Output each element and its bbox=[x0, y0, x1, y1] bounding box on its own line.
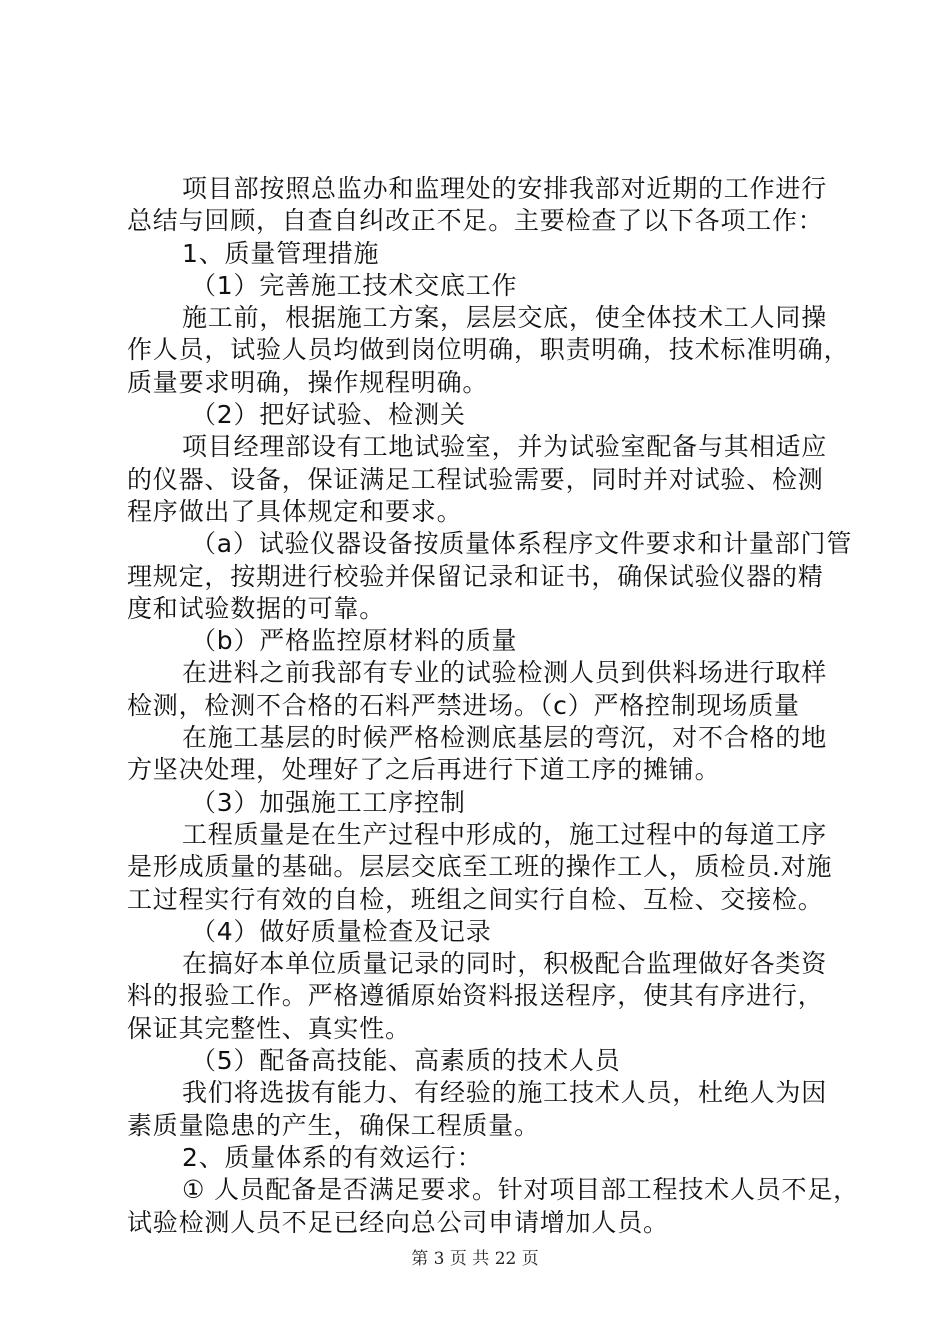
text-line: 作人员，试验人员均做到岗位明确，职责明确，技术标准明确， bbox=[127, 335, 850, 365]
text-line: 方坚决处理，处理好了之后再进行下道工序的摊铺。 bbox=[127, 755, 721, 785]
text-line: 试验检测人员不足已经向总公司申请增加人员。 bbox=[127, 1207, 669, 1237]
text-line: 在搞好本单位质量记录的同时，积极配合监理做好各类资 bbox=[182, 949, 828, 979]
text-line: 在施工基层的时候严格检测底基层的弯沉，对不合格的地 bbox=[182, 723, 828, 753]
text-line: （5）配备高技能、高素质的技术人员 bbox=[191, 1046, 621, 1076]
text-line: 总结与回顾，自查自纠改正不足。主要检查了以下各项工作： bbox=[127, 206, 824, 236]
text-line: （1）完善施工技术交底工作 bbox=[191, 270, 518, 300]
text-line: （b）严格监控原材料的质量 bbox=[191, 626, 518, 656]
page-footer: 第 3 页 共 22 页 bbox=[411, 1249, 539, 1269]
text-line: 度和试验数据的可靠。 bbox=[127, 593, 386, 623]
text-line: 工程质量是在生产过程中形成的，施工过程中的每道工序 bbox=[182, 819, 828, 849]
text-line: 1、质量管理措施 bbox=[182, 238, 380, 268]
text-line: 我们将选拔有能力、有经验的施工技术人员，杜绝人为因 bbox=[182, 1078, 828, 1108]
text-line: 保证其完整性、真实性。 bbox=[127, 1013, 411, 1043]
text-line: （a）试验仪器设备按质量体系程序文件要求和计量部门管 bbox=[191, 529, 853, 559]
text-line: （4）做好质量检查及记录 bbox=[191, 916, 492, 946]
text-line: 料的报验工作。严格遵循原始资料报送程序，使其有序进行， bbox=[127, 981, 824, 1011]
text-line: 是形成质量的基础。层层交底至工班的操作工人，质检员.对施 bbox=[127, 852, 833, 882]
text-line: 的仪器、设备，保证满足工程试验需要，同时并对试验、检测 bbox=[127, 464, 824, 494]
text-line: 项目部按照总监办和监理处的安排我部对近期的工作进行 bbox=[182, 174, 828, 203]
text-line: 素质量隐患的产生，确保工程质量。 bbox=[127, 1110, 540, 1140]
text-line: 工过程实行有效的自检，班组之间实行自检、互检、交接检。 bbox=[127, 884, 824, 914]
text-line: ① 人员配备是否满足要求。针对项目部工程技术人员不足， bbox=[182, 1175, 859, 1205]
text-line: 理规定，按期进行校验并保留记录和证书，确保试验仪器的精 bbox=[127, 561, 824, 591]
text-line: 2、质量体系的有效运行： bbox=[182, 1142, 483, 1172]
text-line: 质量要求明确，操作规程明确。 bbox=[127, 367, 489, 397]
text-line: （2）把好试验、检测关 bbox=[191, 400, 466, 430]
text-line: （3）加强施工工序控制 bbox=[191, 787, 466, 817]
text-line: 项目经理部设有工地试验室，并为试验室配备与其相适应 bbox=[182, 432, 828, 462]
text-line: 施工前，根据施工方案，层层交底，使全体技术工人同操 bbox=[182, 303, 828, 333]
text-line: 检测，检测不合格的石料严禁进场。（c）严格控制现场质量 bbox=[127, 690, 800, 720]
document-body bbox=[127, 173, 859, 1239]
text-line: 在进料之前我部有专业的试验检测人员到供料场进行取样 bbox=[182, 658, 828, 688]
text-line: 程序做出了具体规定和要求。 bbox=[127, 496, 463, 526]
